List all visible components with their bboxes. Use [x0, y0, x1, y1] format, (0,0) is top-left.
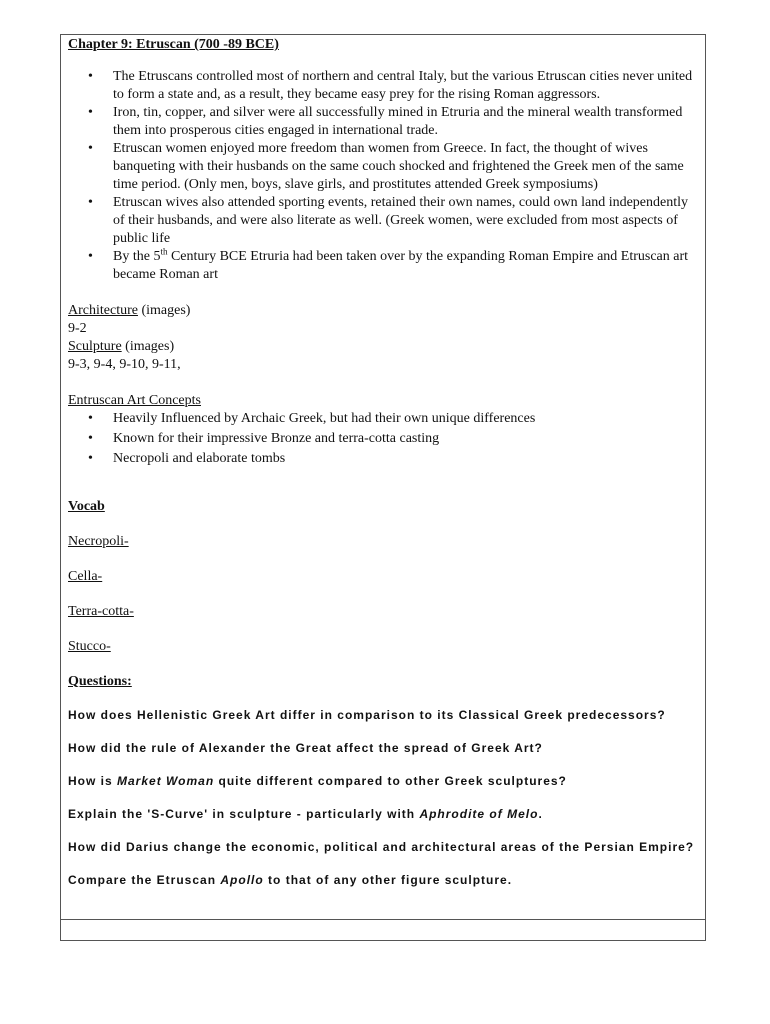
sculpture-line — [68, 338, 698, 356]
bullet-item: • Etruscan women enjoyed more freedom than women from Greece. In fact, the thought of wives banqueting with their husbands on the same couch shocked and frightened the Greek men of the same time period. (Only men, boys, slave girls, and prostitutes attended Greek symposiums) — [68, 140, 698, 194]
bullet-item: • The Etruscans controlled most of northern and central Italy, but the various Etruscan cities never united to form a state and, as a result, they became easy prey for the rising Roman aggressors. — [68, 68, 698, 104]
architecture-line — [68, 302, 698, 320]
concept-item: • Known for their impressive Bronze and terra-cotta casting — [68, 430, 698, 448]
question-5: How did Darius change the economic, political and architectural areas of the Persian Empire? — [68, 840, 695, 854]
vocab-term: Necropoli- — [68, 534, 129, 549]
bullet-item: • Iron, tin, copper, and silver were all successfully mined in Etruria and the mineral wealth transformed them into prosperous cities engaged in international trade. — [68, 104, 698, 140]
question-6 — [68, 872, 698, 889]
sculpture-label: Sculpture — [68, 339, 122, 354]
concept-item: • Heavily Influenced by Archaic Greek, but had their own unique differences — [68, 410, 698, 428]
bullet-item: • Etruscan wives also attended sporting events, retained their own names, could own land independently of their husbands, and were also literate as well. (Greek women, were excluded from most aspects of public life — [68, 194, 698, 248]
bullet-text: Century BCE Etruria had been taken over by the expanding Roman Empire and Etruscan art became Roman art — [113, 249, 689, 282]
question-text: Explain the 'S-Curve' in sculpture - particularly with — [68, 807, 420, 821]
questions-heading: Questions: — [68, 674, 132, 689]
artwork-title: Aphrodite of Melo — [419, 807, 539, 821]
intro-bullet-list — [68, 68, 698, 284]
artwork-title: Market Woman — [117, 774, 215, 788]
question-text: How is — [68, 774, 118, 788]
architecture-figures: 9-2 — [68, 321, 87, 336]
sculpture-figures: 9-3, 9-4, 9-10, 9-11, — [68, 357, 181, 372]
concepts-heading: Entruscan Art Concepts — [68, 393, 201, 408]
bullet-text: By the 5 — [113, 249, 161, 264]
question-3 — [68, 773, 698, 790]
question-text: Compare the Etruscan — [68, 873, 221, 887]
page-bottom-strip — [60, 920, 706, 941]
vocab-term: Terra-cotta- — [68, 604, 134, 619]
question-2: How did the rule of Alexander the Great affect the spread of Greek Art? — [68, 741, 543, 755]
question-1: How does Hellenistic Greek Art differ in comparison to its Classical Greek predecessors? — [68, 708, 666, 722]
concept-item: • Necropoli and elaborate tombs — [68, 450, 698, 468]
document-content — [68, 36, 698, 889]
ordinal-superscript: th — [160, 246, 168, 257]
artwork-title: Apollo — [220, 873, 264, 887]
vocab-term: Stucco- — [68, 639, 111, 654]
question-4 — [68, 806, 698, 823]
question-text: quite different compared to other Greek sculptures? — [214, 774, 567, 788]
bullet-item — [68, 248, 698, 284]
architecture-note: (images) — [137, 303, 191, 318]
vocab-term: Cella- — [68, 569, 103, 584]
architecture-label: Architecture — [68, 303, 138, 318]
concepts-list — [68, 410, 698, 468]
question-text: to that of any other figure sculpture. — [263, 873, 513, 887]
chapter-title: Chapter 9: Etruscan (700 -89 BCE) — [68, 37, 279, 52]
sculpture-note: (images) — [121, 339, 175, 354]
vocab-heading: Vocab — [68, 499, 105, 514]
question-text: . — [538, 807, 543, 821]
